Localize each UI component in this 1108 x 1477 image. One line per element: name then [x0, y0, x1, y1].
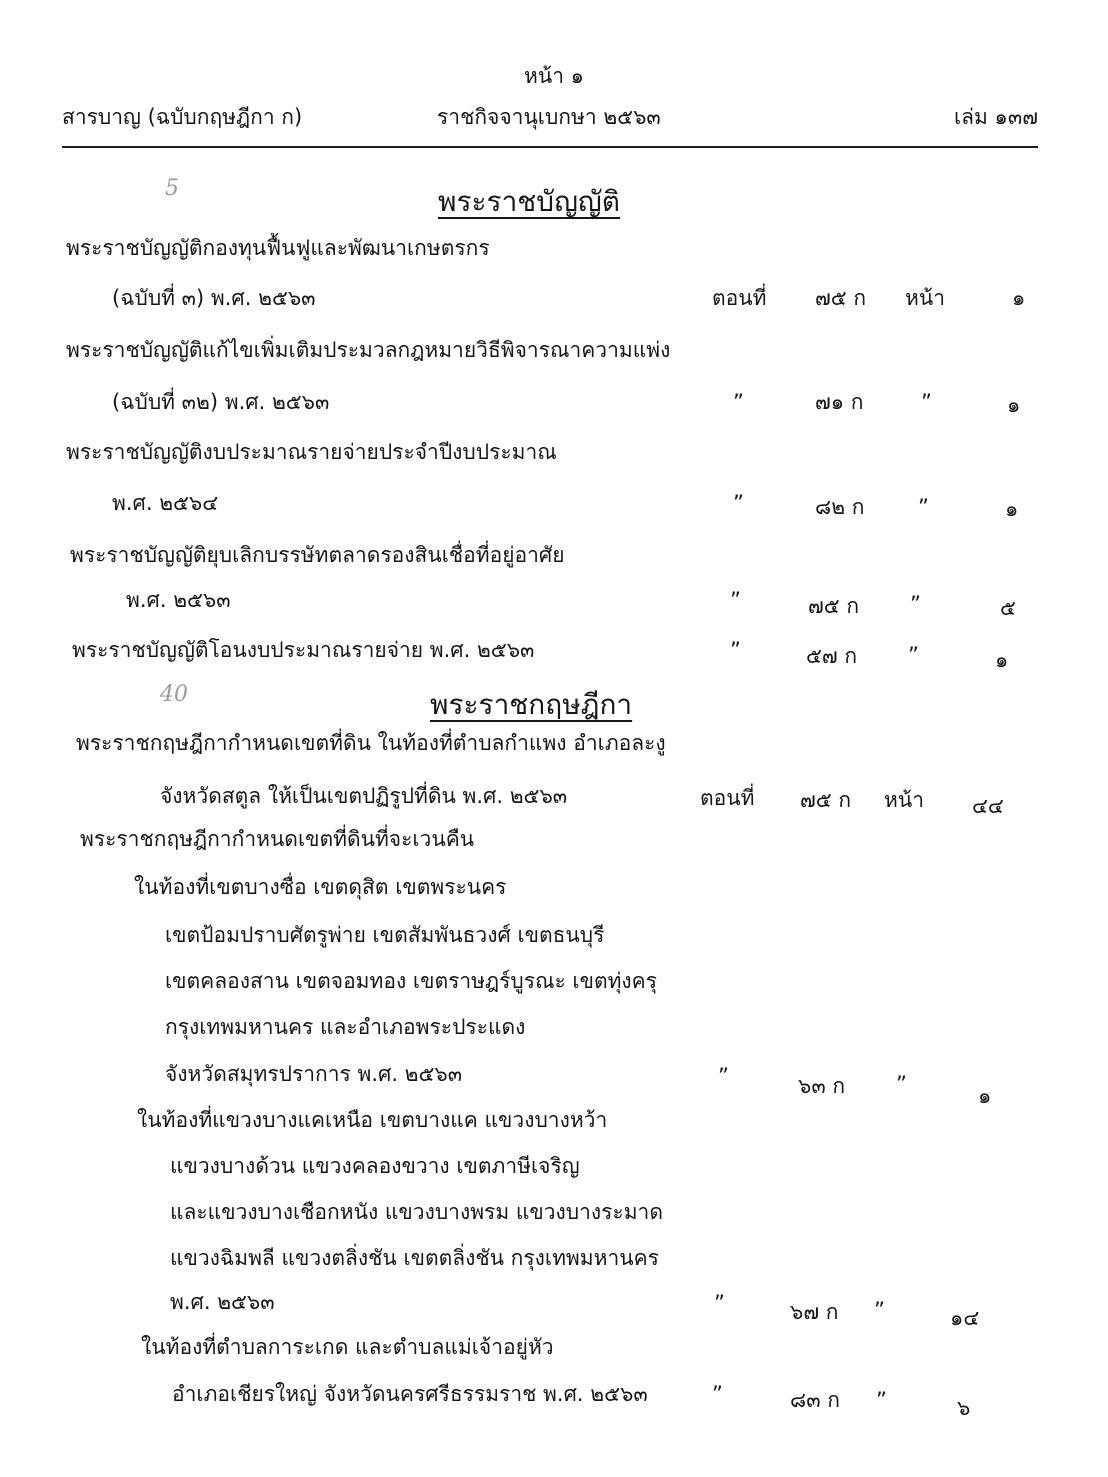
- entry-page: ๑: [978, 1084, 992, 1108]
- entry-page: ๑: [1012, 286, 1026, 310]
- ditto-mark: ”: [714, 1291, 725, 1315]
- entry-page: ๑: [995, 648, 1009, 672]
- entry-issue: ๗๑ ก: [815, 390, 864, 414]
- page-number: หน้า ๑: [524, 64, 584, 88]
- entry-issue: ๗๕ ก: [800, 788, 852, 812]
- ditto-mark: ”: [918, 495, 929, 519]
- margin-note: 40: [160, 682, 188, 707]
- entry-title-line: พระราชบัญญัติงบประมาณรายจ่ายประจำปีงบประมาณ: [66, 440, 557, 464]
- entry-issue: ๘๓ ก: [790, 1388, 840, 1412]
- ditto-mark: ”: [921, 390, 932, 414]
- entry-title-line: (ฉบับที่ ๓) พ.ศ. ๒๕๖๓: [112, 286, 316, 310]
- entry-title-line: พ.ศ. ๒๕๖๔: [112, 491, 219, 515]
- entry-title-line: พระราชบัญญัติโอนงบประมาณรายจ่าย พ.ศ. ๒๕๖๓: [72, 638, 535, 662]
- entry-page: ๑: [1007, 393, 1021, 417]
- section-title-decrees: พระราชกฤษฎีกา: [430, 688, 633, 721]
- entry-title-line: อำเภอเชียรใหญ่ จังหวัดนครศรีธรรมราช พ.ศ. ๒๕๖๓: [172, 1382, 648, 1406]
- entry-title-line: พระราชกฤษฎีกากำหนดเขตที่ดิน ในท้องที่ตำบลกำแพง อำเภอละงู: [76, 731, 666, 755]
- ditto-mark: ”: [730, 638, 741, 662]
- entry-col-page-label: หน้า: [884, 788, 924, 812]
- entry-page: ๑: [1005, 497, 1019, 521]
- entry-title-line: ในท้องที่แขวงบางแคเหนือ เขตบางแค แขวงบางหว้า: [137, 1108, 608, 1132]
- ditto-mark: ”: [876, 1388, 887, 1412]
- entry-title-line: พระราชกฤษฎีกากำหนดเขตที่ดินที่จะเวนคืน: [80, 827, 475, 851]
- entry-title-line: และแขวงบางเชือกหนัง แขวงบางพรม แขวงบางระมาด: [170, 1200, 663, 1224]
- header-volume: เล่ม ๑๓๗: [953, 105, 1038, 129]
- ditto-mark: ”: [712, 1382, 723, 1406]
- header-center-title: ราชกิจจานุเบกษา ๒๕๖๓: [437, 105, 661, 129]
- entry-title-line: กรุงเทพมหานคร และอำเภอพระประแดง: [165, 1015, 526, 1039]
- entry-issue: ๘๒ ก: [815, 495, 865, 519]
- entry-title-line: (ฉบับที่ ๓๒) พ.ศ. ๒๕๖๓: [112, 390, 330, 414]
- entry-title-line: แขวงฉิมพลี แขวงตลิ่งชัน เขตตลิ่งชัน กรุงเทพมหานคร: [170, 1246, 659, 1270]
- entry-title-line: ในท้องที่ตำบลการะเกด และตำบลแม่เจ้าอยู่หัว: [141, 1335, 554, 1359]
- header-left-title: สารบาญ (ฉบับกฤษฎีกา ก): [62, 105, 303, 129]
- entry-title-line: พระราชบัญญัติกองทุนฟื้นฟูและพัฒนาเกษตรกร: [66, 236, 490, 260]
- entry-col-issue-label: ตอนที่: [700, 786, 755, 810]
- section-title-acts: พระราชบัญญัติ: [438, 185, 620, 218]
- entry-page: ๔๔: [972, 794, 1004, 818]
- entry-issue: ๖๗ ก: [790, 1300, 839, 1324]
- ditto-mark: ”: [908, 643, 919, 667]
- ditto-mark: ”: [733, 390, 744, 414]
- entry-issue: ๖๓ ก: [798, 1074, 846, 1098]
- ditto-mark: ”: [896, 1072, 907, 1096]
- entry-title-line: จังหวัดสตูล ให้เป็นเขตปฏิรูปที่ดิน พ.ศ. ๒๕๖๓: [160, 784, 568, 808]
- entry-title-line: จังหวัดสมุทรปราการ พ.ศ. ๒๕๖๓: [165, 1062, 463, 1086]
- entry-title-line: พ.ศ. ๒๕๖๓: [170, 1290, 275, 1314]
- entry-title-line: ในท้องที่เขตบางซื่อ เขตดุสิต เขตพระนคร: [134, 875, 507, 899]
- entry-title-line: พ.ศ. ๒๕๖๓: [126, 588, 231, 612]
- entry-issue: ๗๕ ก: [808, 594, 860, 618]
- entry-title-line: พระราชบัญญัติแก้ไขเพิ่มเติมประมวลกฎหมายวิธีพิจารณาความแพ่ง: [66, 338, 671, 362]
- ditto-mark: ”: [733, 491, 744, 515]
- ditto-mark: ”: [874, 1298, 885, 1322]
- margin-note: 5: [165, 176, 179, 201]
- entry-title-line: เขตคลองสาน เขตจอมทอง เขตราษฎร์บูรณะ เขตทุ่งครุ: [165, 969, 658, 993]
- ditto-mark: ”: [718, 1064, 729, 1088]
- entry-title-line: เขตป้อมปราบศัตรูพ่าย เขตสัมพันธวงศ์ เขตธนบุรี: [165, 923, 605, 947]
- ditto-mark: ”: [910, 592, 921, 616]
- entry-title-line: แขวงบางด้วน แขวงคลองขวาง เขตภาษีเจริญ: [170, 1154, 580, 1178]
- header-rule: [62, 146, 1038, 148]
- entry-title-line: พระราชบัญญัติยุบเลิกบรรษัทตลาดรองสินเชื่อที่อยู่อาศัย: [70, 543, 565, 567]
- entry-page: ๖: [957, 1396, 971, 1420]
- entry-page: ๑๔: [950, 1306, 980, 1330]
- entry-issue: ๗๕ ก: [815, 286, 867, 310]
- entry-col-page-label: หน้า: [905, 286, 945, 310]
- ditto-mark: ”: [730, 588, 741, 612]
- entry-page: ๕: [1000, 596, 1016, 620]
- entry-issue: ๕๗ ก: [806, 644, 858, 668]
- entry-col-issue-label: ตอนที่: [712, 286, 767, 310]
